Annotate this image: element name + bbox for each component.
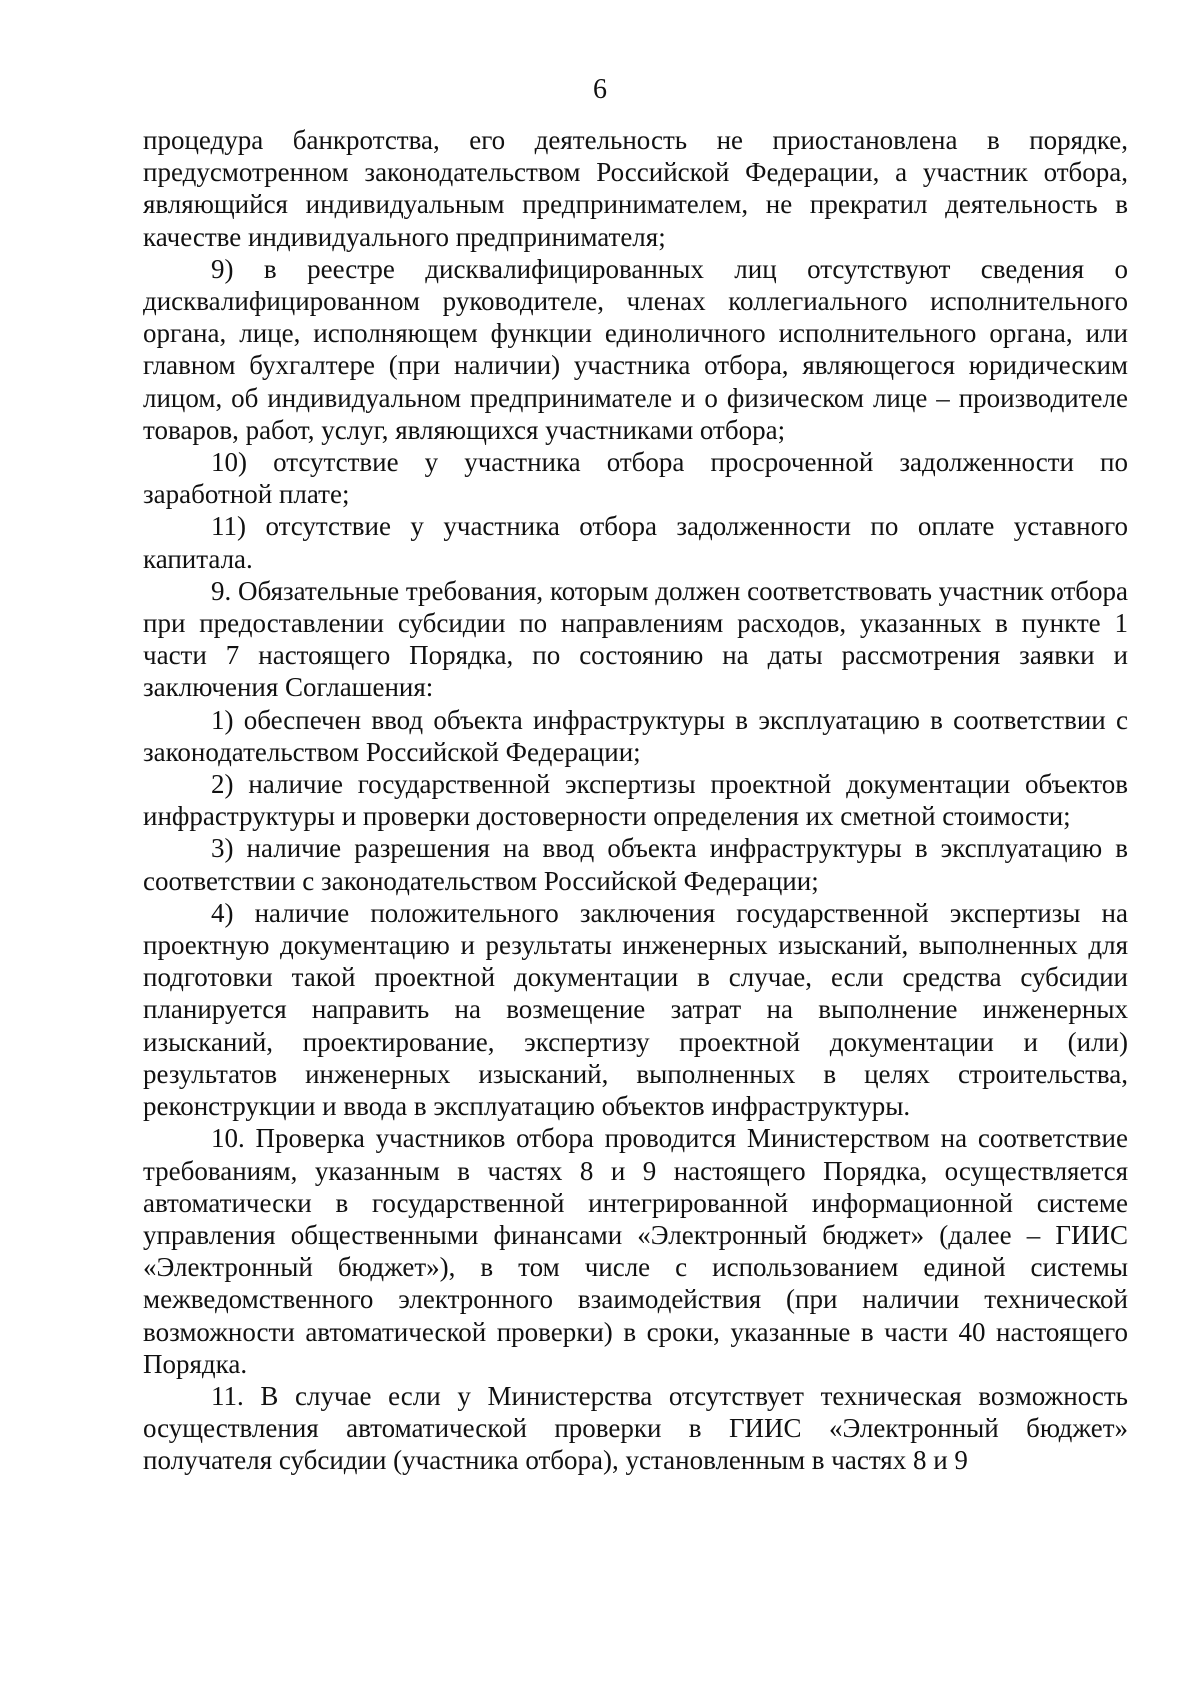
paragraph-item-10-wage-arrears: 10) отсутствие у участника отбора просроченной задолженности по заработной плате; — [143, 447, 1128, 510]
paragraph-section-9-requirements: 9. Обязательные требования, которым должен соответствовать участник отбора при предоставлении субсидии по направлениям расходов, указанных в пункте 1 части 7 настоящего Порядка, по состоянию на даты рассмотрения заявки и заключения Соглашения: — [143, 575, 1128, 703]
paragraph-req-3-permit: 3) наличие разрешения на ввод объекта инфраструктуры в эксплуатацию в соответствии с законодательством Российской Федерации; — [143, 833, 1128, 896]
paragraph-section-11-manual-check: 11. В случае если у Министерства отсутствует техническая возможность осуществления автоматической проверки в ГИИС «Электронный бюджет» получателя субсидии (участника отбора), установленным в частях 8 и 9 — [143, 1380, 1128, 1476]
paragraph-req-2-state-expertise: 2) наличие государственной экспертизы проектной документации объектов инфраструктуры и проверки достоверности определения их сметной стоимости; — [143, 769, 1128, 832]
paragraph-item-11-capital-debt: 11) отсутствие у участника отбора задолженности по оплате уставного капитала. — [143, 511, 1128, 574]
document-body — [143, 124, 1128, 1477]
paragraph-item-9-disqualified-registry: 9) в реестре дисквалифицированных лиц отсутствуют сведения о дисквалифицированном руководителе, членах коллегиального исполнительного органа, лице, исполняющем функции единоличного исполнительного органа, или главном бухгалтере (при наличии) участника отбора, являющегося юридическим лицом, об индивидуальном предпринимателе и о физическом лице – производителе товаров, работ, услуг, являющихся участниками отбора; — [143, 253, 1128, 445]
paragraph-req-1-commissioning: 1) обеспечен ввод объекта инфраструктуры в эксплуатацию в соответствии с законодательством Российской Федерации; — [143, 704, 1128, 767]
paragraph-bankruptcy-continuation: процедура банкротства, его деятельность не приостановлена в порядке, предусмотренном законодательством Российской Федерации, а участник отбора, являющийся индивидуальным предпринимателем, не прекратил деятельность в качестве индивидуального предпринимателя; — [143, 125, 1128, 252]
paragraph-req-4-positive-conclusion: 4) наличие положительного заключения государственной экспертизы на проектную документацию и результаты инженерных изысканий, выполненных для подготовки такой проектной документации в случае, если средства субсидии планируется направить на возмещение затрат на выполнение инженерных изысканий, проектирование, экспертизу проектной документации и (или) результатов инженерных изысканий, выполненных в целях строительства, реконструкции и ввода в эксплуатацию объектов инфраструктуры. — [143, 897, 1128, 1122]
paragraph-section-10-verification: 10. Проверка участников отбора проводится Министерством на соответствие требованиям, указанным в частях 8 и 9 настоящего Порядка, осуществляется автоматически в государственной интегрированной информационной системе управления общественными финансами «Электронный бюджет» (далее – ГИИС «Электронный бюджет»), в том числе с использованием единой системы межведомственного электронного взаимодействия (при наличии технической возможности автоматической проверки) в сроки, указанные в части 40 настоящего Порядка. — [143, 1123, 1128, 1379]
page-number: 6 — [593, 74, 607, 105]
